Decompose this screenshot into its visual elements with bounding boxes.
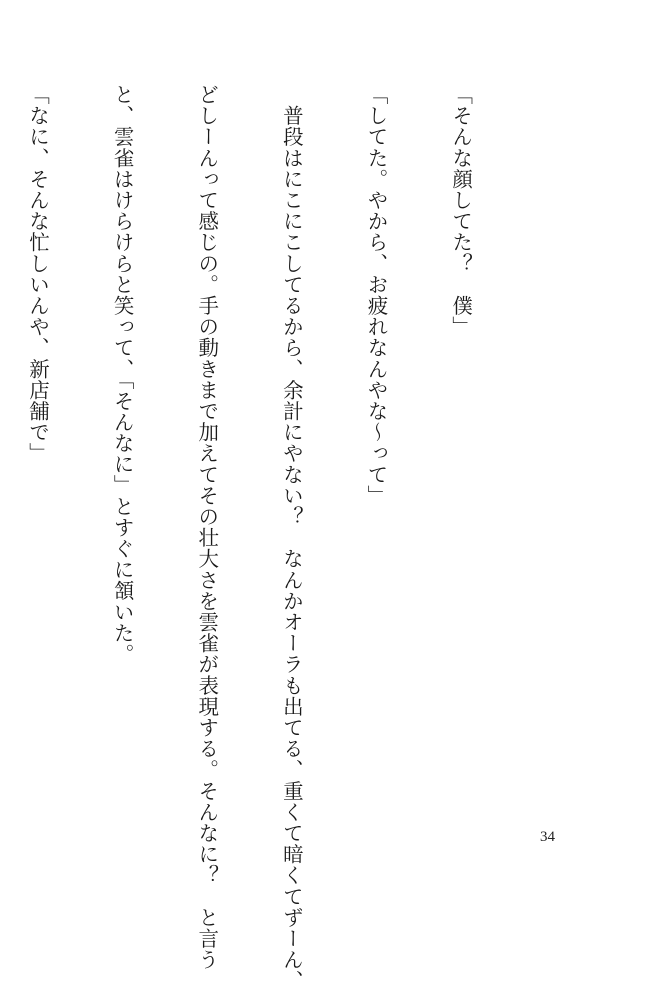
text-line: と、雲雀はけらけらと笑って、「そんなに」とすぐに頷いた。	[110, 84, 135, 665]
text-line: どしーんって感じの。手の動きまで加えてその壮大さを雲雀が表現する。そんなに？ と言う	[194, 84, 219, 971]
page-number: 34	[540, 829, 555, 845]
text-line: 「そんな顔してた？ 僕」	[448, 84, 473, 338]
text-line: 「してた。やから、お疲れなんやな～って」	[363, 84, 388, 506]
text-line: 普段はにこにこしてるから、余計にやない？ なんかオーラも出てる、重くて暗くてずーん、	[279, 84, 304, 991]
body-text	[25, 84, 531, 991]
text-line: 「なに、そんな忙しいんや、新店舗で」	[25, 84, 50, 464]
